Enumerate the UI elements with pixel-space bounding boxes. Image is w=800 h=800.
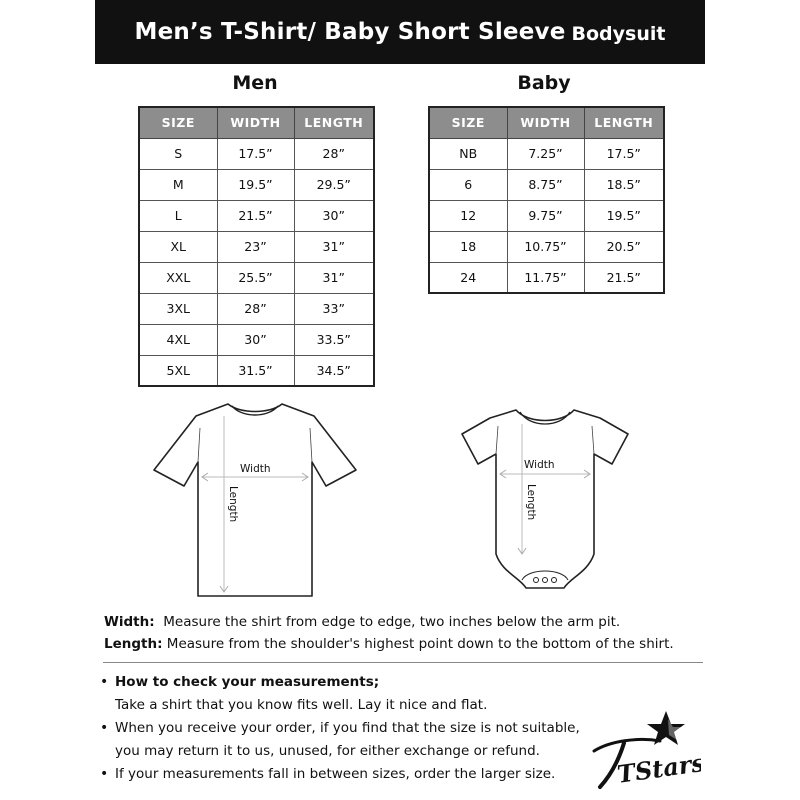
table-cell: 5XL — [139, 355, 217, 386]
tshirt-diagram — [150, 398, 360, 604]
table-cell: 33.5” — [294, 324, 374, 355]
bullet-icon: • — [100, 674, 109, 690]
table-row — [139, 324, 374, 355]
length-definition — [104, 636, 674, 652]
baby-size-table — [428, 106, 665, 294]
instruction-return-line1: When you receive your order, if you find that the size is not suitable, — [115, 720, 580, 736]
length-label: Length — [227, 486, 239, 523]
column-header-width: WIDTH — [217, 107, 294, 138]
list-item — [100, 717, 600, 740]
table-cell: 21.5” — [584, 262, 664, 293]
table-cell: 7.25” — [507, 138, 584, 169]
column-header-length: LENGTH — [294, 107, 374, 138]
table-row — [429, 200, 664, 231]
table-cell: 6 — [429, 169, 507, 200]
table-cell: M — [139, 169, 217, 200]
table-row — [139, 138, 374, 169]
table-cell: 11.75” — [507, 262, 584, 293]
table-row — [139, 200, 374, 231]
instructions-heading-text: Take a shirt that you know fits well. Lay it nice and flat. — [115, 697, 488, 713]
table-cell: 30” — [217, 324, 294, 355]
table-cell: 24 — [429, 262, 507, 293]
table-cell: 20.5” — [584, 231, 664, 262]
title-banner — [95, 0, 705, 64]
width-term: Width: — [104, 614, 155, 630]
instruction-sizes: If your measurements fall in between sizes, order the larger size. — [115, 766, 556, 782]
table-header-row — [139, 107, 374, 138]
column-header-size: SIZE — [429, 107, 507, 138]
table-cell: 10.75” — [507, 231, 584, 262]
tstars-logo — [586, 707, 701, 797]
instruction-return-line2: you may return it to us, unused, for either exchange or refund. — [115, 743, 540, 759]
table-cell: 18.5” — [584, 169, 664, 200]
table-cell: 25.5” — [217, 262, 294, 293]
bullet-icon: • — [100, 766, 109, 782]
banner-title-tail: Bodysuit — [571, 23, 666, 45]
width-definition-text: Measure the shirt from edge to edge, two inches below the arm pit. — [163, 614, 621, 630]
table-row — [429, 231, 664, 262]
width-label: Width — [240, 463, 271, 475]
table-cell: 19.5” — [584, 200, 664, 231]
table-cell: 31” — [294, 231, 374, 262]
table-cell: 12 — [429, 200, 507, 231]
length-term: Length: — [104, 636, 163, 652]
banner-title: Men’s T-Shirt/ Baby Short Sleeve — [134, 19, 566, 45]
column-header-width: WIDTH — [507, 107, 584, 138]
table-row — [139, 293, 374, 324]
table-row — [429, 262, 664, 293]
table-cell: 30” — [294, 200, 374, 231]
table-cell: 34.5” — [294, 355, 374, 386]
table-cell: 17.5” — [584, 138, 664, 169]
logo-text: TStars — [615, 747, 701, 789]
table-cell: 31.5” — [217, 355, 294, 386]
table-cell: 28” — [294, 138, 374, 169]
instructions-list — [100, 671, 600, 786]
tshirt-outline — [154, 404, 356, 596]
table-cell: 17.5” — [217, 138, 294, 169]
table-cell: 9.75” — [507, 200, 584, 231]
table-cell: 18 — [429, 231, 507, 262]
instructions-heading: How to check your measurements; — [115, 674, 380, 690]
table-row — [139, 169, 374, 200]
table-row — [139, 231, 374, 262]
men-section-title: Men — [232, 72, 278, 94]
divider — [103, 662, 703, 663]
table-row — [139, 355, 374, 386]
table-header-row — [429, 107, 664, 138]
column-header-size: SIZE — [139, 107, 217, 138]
table-cell: XXL — [139, 262, 217, 293]
list-item — [100, 763, 600, 786]
bullet-icon: • — [100, 720, 109, 736]
table-cell: S — [139, 138, 217, 169]
column-header-length: LENGTH — [584, 107, 664, 138]
width-definition — [104, 614, 620, 630]
table-cell: 29.5” — [294, 169, 374, 200]
table-row — [429, 138, 664, 169]
bodysuit-outline — [462, 410, 628, 588]
table-cell: 8.75” — [507, 169, 584, 200]
table-cell: 19.5” — [217, 169, 294, 200]
table-cell: 31” — [294, 262, 374, 293]
table-cell: 3XL — [139, 293, 217, 324]
table-cell: 33” — [294, 293, 374, 324]
length-label: Length — [525, 484, 537, 521]
bodysuit-diagram — [458, 404, 632, 594]
table-row — [429, 169, 664, 200]
table-cell: 23” — [217, 231, 294, 262]
list-item — [100, 671, 600, 694]
table-cell: 4XL — [139, 324, 217, 355]
baby-section-title: Baby — [517, 72, 571, 94]
length-definition-text: Measure from the shoulder's highest point down to the bottom of the shirt. — [166, 636, 674, 652]
width-label: Width — [524, 459, 555, 471]
table-cell: L — [139, 200, 217, 231]
table-cell: 28” — [217, 293, 294, 324]
men-size-table — [138, 106, 375, 387]
table-cell: NB — [429, 138, 507, 169]
table-row — [139, 262, 374, 293]
table-cell: 21.5” — [217, 200, 294, 231]
table-cell: XL — [139, 231, 217, 262]
